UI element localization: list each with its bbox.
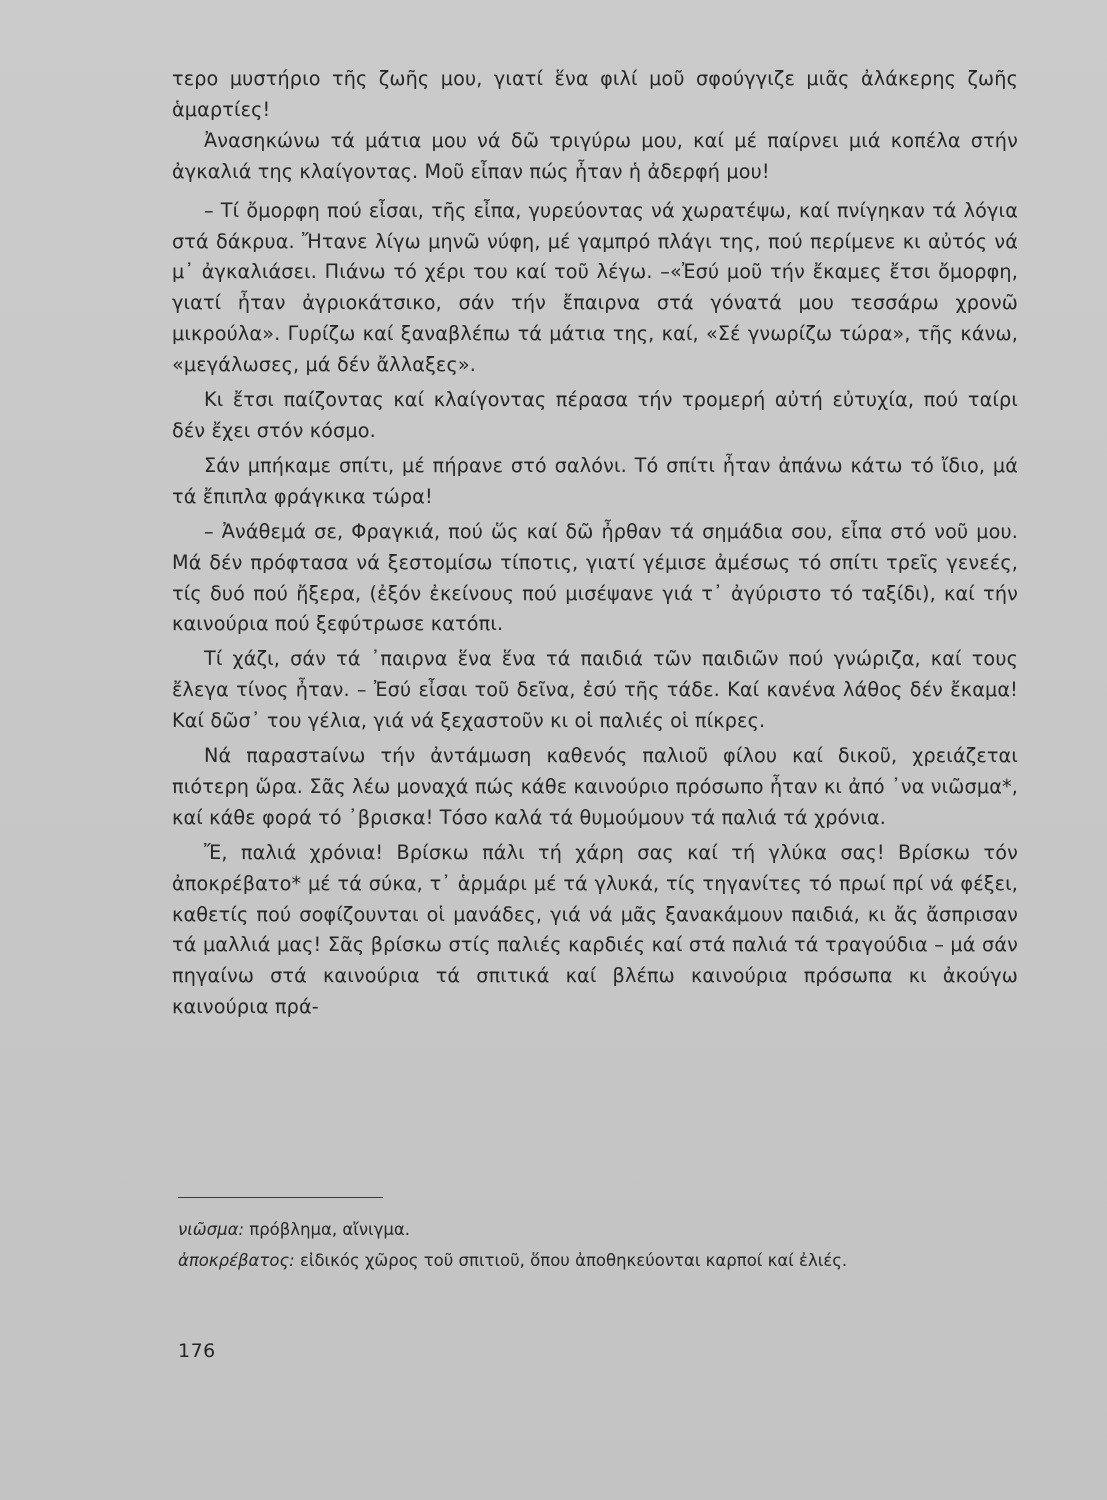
footnote-1 bbox=[178, 1214, 1010, 1245]
footnote-definition: πρόβλημα, αἴνιγμα. bbox=[249, 1220, 411, 1239]
paragraph-1: τερο μυστήριο τῆς ζωῆς μου, γιατί ἕνα φιλί μοῦ σφούγγιζε μιᾶς ἀλάκερης ζωῆς ἁμαρτίες! bbox=[172, 67, 1018, 121]
footnote-divider bbox=[178, 1197, 383, 1198]
paragraph-9: Ἔ, παλιά χρόνια! Βρίσκω πάλι τή χάρη σας καί τή γλύκα σας! Βρίσκω τόν ἀποκρέβατο* μέ τά σύκα, τ᾽ ἁρμάρι μέ τά γλυκά, τίς τηγανίτες τό πρωί πρί νά φέξει, καθετίς πού σοφίζουνται οἱ μανάδες, γιά νά μᾶς ξανακάμουν παιδιά, κι ἄς ἄσπρισαν τά μαλλιά μας! Σᾶς βρίσκω στίς παλιές καρδιές καί στά παλιά τά τραγούδια – μά σάν πηγαίνω στά καινούρια τά σπιτικά καί βλέπω καινούρια πρόσωπα κι ἀκούγω καινούρια πρά- bbox=[172, 840, 1018, 1019]
footnote-2 bbox=[178, 1245, 1010, 1276]
footnote-definition: εἰδικός χῶρος τοῦ σπιτιοῦ, ὅπου ἀποθηκεύονται καρποί καί ἐλιές. bbox=[299, 1251, 848, 1270]
page-number: 176 bbox=[178, 1340, 216, 1362]
paragraph-4: Κι ἔτσι παίζοντας καί κλαίγοντας πέρασα τήν τρομερή αὐτή εὐτυχία, πού ταίρι δέν ἔχει στόν κόσμο. bbox=[172, 388, 1018, 442]
paragraph-8: Νά παραστaίνω τήν ἀντάμωση καθενός παλιοῦ φίλου καί δικοῦ, χρειάζεται πιότερη ὥρα. Σᾶς λέω μοναχά πώς κάθε καινούριο πρόσωπο ἦταν κι ἀπό ᾽να νιῶσμα*, καί κάθε φορά τό ᾽βρισκα! Τόσο καλά τά θυμούμουν τά παλιά τά χρόνια. bbox=[172, 744, 1018, 829]
paragraph-5: Σάν μπήκαμε σπίτι, μέ πήρανε στό σαλόνι. Τό σπίτι ἦταν ἀπάνω κάτω τό ἴδιο, μά τά ἔπιπλα φράγκικα τώρα! bbox=[172, 453, 1018, 508]
paragraph-7: Τί χάζι, σάν τά ᾽παιρνα ἕνα ἕνα τά παιδιά τῶν παιδιῶν πού γνώριζα, καί τους ἔλεγα τίνος ἦταν. – Ἐσύ εἶσαι τοῦ δεῖνα, ἐσύ τῆς τάδε. Καί κανένα λάθος δέν ἔκαμα! Καί δῶσ᾽ του γέλια, γιά νά ξεχαστοῦν κι οἱ παλιές οἱ πίκρες. bbox=[172, 647, 1018, 733]
paragraph-3: – Τί ὄμορφη πού εἶσαι, τῆς εἶπα, γυρεύοντας νά χωρατέψω, καί πνίγηκαν τά λόγια στά δάκρυα. Ἤτανε λίγω μηνῶ νύφη, μέ γαμπρό πλάγι της, πού περίμενε κι αὐτός νά μ᾽ ἀγκαλιάσει. Πιάνω τό χέρι του καί τοῦ λέγω. –«Ἐσύ μοῦ τήν ἔκαμες ἔτσι ὄμορφη, γιατί ἦταν ἀγριοκάτσικο, σάν τήν ἔπαιρνα στά γόνατά μου τεσσάρω χρονῶ μικρούλα». Γυρίζω καί ξαναβλέπω τά μάτια της, καί, «Σέ γνωρίζω τώρα», τῆς κάνω, «μεγάλωσες, μά δέν ἄλλαξες». bbox=[172, 198, 1018, 377]
footnote-term: νιῶσμα: bbox=[178, 1220, 245, 1239]
footnote-term: ἀποκρέβατος: bbox=[178, 1251, 295, 1270]
paragraph-6: – Ἀνάθεμά σε, Φραγκιά, πού ὥς καί δῶ ἦρθαν τά σημάδια σου, εἶπα στό νοῦ μου. Μά δέν πρόφτασα νά ξεστομίσω τίποτις, γιατί γέμισε ἀμέσως τό σπίτι τρεῖς γενεές, τίς δυό πού ἤξερα, (ἐξόν ἐκείνους πού μισέψανε γιά τ᾽ ἀγύριστο τό ταξίδι), καί τήν καινούρια πού ξεφύτρωσε κατόπι. bbox=[172, 519, 1018, 636]
main-text bbox=[172, 64, 1018, 1023]
footnotes bbox=[178, 1214, 1010, 1276]
paragraph-2: Ἀνασηκώνω τά μάτια μου νά δῶ τριγύρω μου, καί μέ παίρνει μιά κοπέλα στήν ἀγκαλιά της κλαίγοντας. Μοῦ εἶπαν πώς ἦταν ἡ ἀδερφή μου! bbox=[172, 128, 1018, 183]
